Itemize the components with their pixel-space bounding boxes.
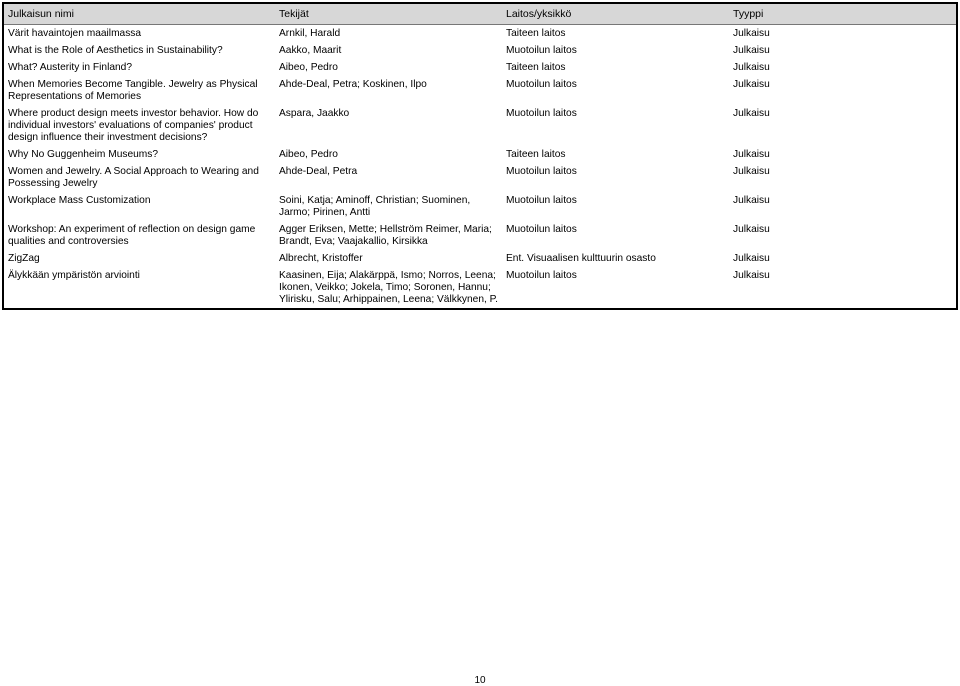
cell-title: Where product design meets investor behavior. How do individual investors' evaluations of companies' product design influence their investment decisions?: [4, 105, 275, 146]
cell-title: Why No Guggenheim Museums?: [4, 146, 275, 163]
cell-unit: Muotoilun laitos: [502, 42, 729, 59]
header-title: Julkaisun nimi: [4, 4, 275, 25]
cell-authors: Aibeo, Pedro: [275, 146, 502, 163]
cell-type: Julkaisu: [729, 146, 956, 163]
cell-authors: Ahde-Deal, Petra: [275, 163, 502, 192]
cell-type: Julkaisu: [729, 76, 956, 105]
cell-title: Värit havaintojen maailmassa: [4, 25, 275, 43]
cell-unit: Taiteen laitos: [502, 146, 729, 163]
cell-unit: Muotoilun laitos: [502, 105, 729, 146]
cell-unit: Taiteen laitos: [502, 25, 729, 43]
cell-type: Julkaisu: [729, 105, 956, 146]
table-header-row: [4, 4, 956, 25]
cell-title: Älykkään ympäristön arviointi: [4, 267, 275, 308]
cell-authors: Aibeo, Pedro: [275, 59, 502, 76]
cell-unit: Ent. Visuaalisen kulttuurin osasto: [502, 250, 729, 267]
cell-title: When Memories Become Tangible. Jewelry as Physical Representations of Memories: [4, 76, 275, 105]
cell-authors: Kaasinen, Eija; Alakärppä, Ismo; Norros, Leena; Ikonen, Veikko; Jokela, Timo; Soronen, Hannu; Ylirisku, Salu; Arhippainen, Leena; Välkkynen, P.: [275, 267, 502, 308]
header-type: Tyyppi: [729, 4, 956, 25]
cell-title: Workplace Mass Customization: [4, 192, 275, 221]
cell-authors: Ahde-Deal, Petra; Koskinen, Ilpo: [275, 76, 502, 105]
cell-type: Julkaisu: [729, 25, 956, 43]
publications-table: [4, 4, 956, 308]
cell-title: What? Austerity in Finland?: [4, 59, 275, 76]
cell-type: Julkaisu: [729, 42, 956, 59]
publications-table-frame: [2, 2, 958, 310]
cell-authors: Agger Eriksen, Mette; Hellström Reimer, Maria; Brandt, Eva; Vaajakallio, Kirsikka: [275, 221, 502, 250]
table-row: [4, 42, 956, 59]
page-number: 10: [474, 675, 486, 686]
cell-title: ZigZag: [4, 250, 275, 267]
table-row: [4, 163, 956, 192]
table-row: [4, 105, 956, 146]
cell-authors: Aakko, Maarit: [275, 42, 502, 59]
cell-type: Julkaisu: [729, 267, 956, 308]
table-row: [4, 146, 956, 163]
cell-authors: Soini, Katja; Aminoff, Christian; Suominen, Jarmo; Pirinen, Antti: [275, 192, 502, 221]
cell-unit: Muotoilun laitos: [502, 192, 729, 221]
cell-authors: Albrecht, Kristoffer: [275, 250, 502, 267]
cell-title: Women and Jewelry. A Social Approach to Wearing and Possessing Jewelry: [4, 163, 275, 192]
cell-title: What is the Role of Aesthetics in Sustainability?: [4, 42, 275, 59]
cell-unit: Muotoilun laitos: [502, 76, 729, 105]
header-authors: Tekijät: [275, 4, 502, 25]
table-row: [4, 25, 956, 43]
header-unit: Laitos/yksikkö: [502, 4, 729, 25]
cell-unit: Muotoilun laitos: [502, 267, 729, 308]
cell-unit: Muotoilun laitos: [502, 221, 729, 250]
table-row: [4, 192, 956, 221]
cell-type: Julkaisu: [729, 221, 956, 250]
cell-type: Julkaisu: [729, 192, 956, 221]
cell-authors: Aspara, Jaakko: [275, 105, 502, 146]
cell-title: Workshop: An experiment of reflection on design game qualities and controversies: [4, 221, 275, 250]
cell-unit: Taiteen laitos: [502, 59, 729, 76]
table-row: [4, 267, 956, 308]
cell-authors: Arnkil, Harald: [275, 25, 502, 43]
cell-type: Julkaisu: [729, 250, 956, 267]
table-row: [4, 250, 956, 267]
cell-type: Julkaisu: [729, 163, 956, 192]
table-row: [4, 76, 956, 105]
table-row: [4, 221, 956, 250]
table-row: [4, 59, 956, 76]
cell-unit: Muotoilun laitos: [502, 163, 729, 192]
cell-type: Julkaisu: [729, 59, 956, 76]
